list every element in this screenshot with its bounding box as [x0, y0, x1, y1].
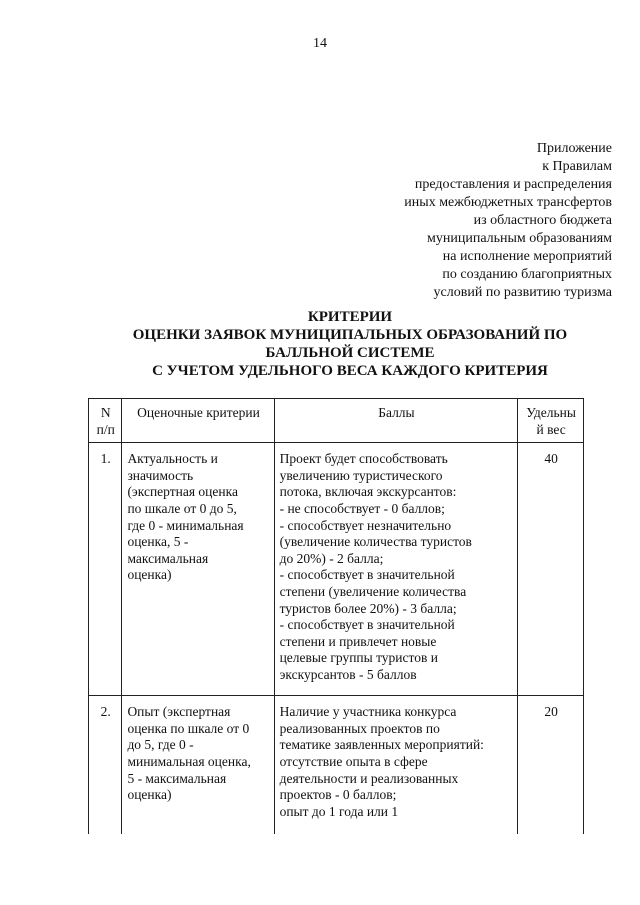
row-weight: 40	[518, 443, 584, 696]
table-header-row	[89, 399, 584, 443]
points-line: тематике заявленных мероприятий:	[279, 737, 484, 753]
criteria-line: оценка по шкале от 0	[127, 720, 250, 736]
document-title	[80, 308, 620, 380]
page-number: 14	[313, 36, 327, 51]
row-weight: 20	[518, 696, 584, 835]
points-line: - способствует в значительной	[279, 617, 455, 633]
points-line: - не способствует - 0 баллов;	[279, 500, 445, 516]
appendix-line: муниципальным образованиям	[427, 231, 612, 246]
table-row	[89, 443, 584, 696]
header-criteria: Оценочные критерии	[122, 399, 274, 443]
row-criteria	[122, 696, 274, 835]
points-line: проектов - 0 баллов;	[279, 787, 397, 803]
criteria-line: максимальная	[127, 550, 209, 566]
points-line: реализованных проектов по	[279, 720, 440, 736]
criteria-line: оценка)	[127, 787, 172, 803]
criteria-table	[88, 398, 584, 834]
points-line: (увеличение количества туристов	[279, 534, 472, 550]
points-line: увеличению туристического	[279, 467, 443, 483]
appendix-line: предоставления и распределения	[414, 177, 612, 192]
criteria-line: оценка)	[127, 567, 172, 583]
row-criteria	[122, 443, 274, 696]
criteria-line: значимость	[127, 467, 194, 483]
header-weight-line: й вес	[536, 421, 566, 437]
appendix-line: иных межбюджетных трансфертов	[404, 195, 612, 210]
title-line: БАЛЛЬНОЙ СИСТЕМЕ	[265, 345, 435, 361]
criteria-line: оценка, 5 -	[127, 534, 189, 550]
appendix-line: Приложение	[536, 141, 612, 156]
points-line: деятельности и реализованных	[279, 770, 459, 786]
header-weight-line: Удельны	[526, 405, 576, 420]
header-weight	[518, 399, 584, 443]
row-points	[274, 696, 518, 835]
points-line: опыт до 1 года или 1	[279, 803, 399, 819]
criteria-line: (экспертная оценка	[127, 484, 238, 500]
title-line: С УЧЕТОМ УДЕЛЬНОГО ВЕСА КАЖДОГО КРИТЕРИЯ	[152, 363, 548, 379]
row-points	[274, 443, 518, 696]
appendix-line: из областного бюджета	[473, 213, 612, 228]
points-line: Наличие у участника конкурса	[279, 704, 457, 720]
points-line: степени (увеличение количества	[279, 583, 467, 599]
appendix-line: условий по развитию туризма	[433, 285, 612, 300]
appendix-header	[312, 140, 612, 302]
points-line: - способствует в значительной	[279, 567, 455, 583]
title-line: КРИТЕРИИ	[307, 309, 393, 325]
points-line: - способствует незначительно	[279, 517, 452, 533]
appendix-line: по созданию благоприятных	[442, 267, 612, 282]
points-line: Проект будет способствовать	[279, 451, 448, 467]
row-number: 1.	[89, 443, 122, 696]
criteria-line: минимальная оценка,	[127, 753, 251, 769]
criteria-line: 5 - максимальная	[127, 770, 227, 786]
points-line: целевые группы туристов и	[279, 650, 438, 666]
header-number	[89, 399, 122, 443]
points-line: степени и привлечет новые	[279, 633, 437, 649]
table-row	[89, 696, 584, 835]
header-number-line: N	[100, 405, 111, 420]
title-line: ОЦЕНКИ ЗАЯВОК МУНИЦИПАЛЬНЫХ ОБРАЗОВАНИЙ ПО	[132, 327, 568, 343]
points-line: до 20%) - 2 балла;	[279, 550, 384, 566]
points-line: экскурсантов - 5 баллов	[279, 666, 417, 682]
points-line: туристов более 20%) - 3 балла;	[279, 600, 457, 616]
criteria-line: где 0 - минимальная	[127, 517, 244, 533]
row-number: 2.	[89, 696, 122, 835]
appendix-line: к Правилам	[542, 159, 612, 174]
header-points: Баллы	[274, 399, 518, 443]
criteria-line: до 5, где 0 -	[127, 737, 194, 753]
criteria-line: по шкале от 0 до 5,	[127, 500, 237, 516]
appendix-line: на исполнение мероприятий	[442, 249, 612, 264]
points-line: потока, включая экскурсантов:	[279, 484, 457, 500]
header-number-line: п/п	[96, 421, 115, 437]
points-line: отсутствие опыта в сфере	[279, 753, 428, 769]
criteria-line: Опыт (экспертная	[127, 704, 231, 720]
criteria-line: Актуальность и	[127, 451, 218, 467]
